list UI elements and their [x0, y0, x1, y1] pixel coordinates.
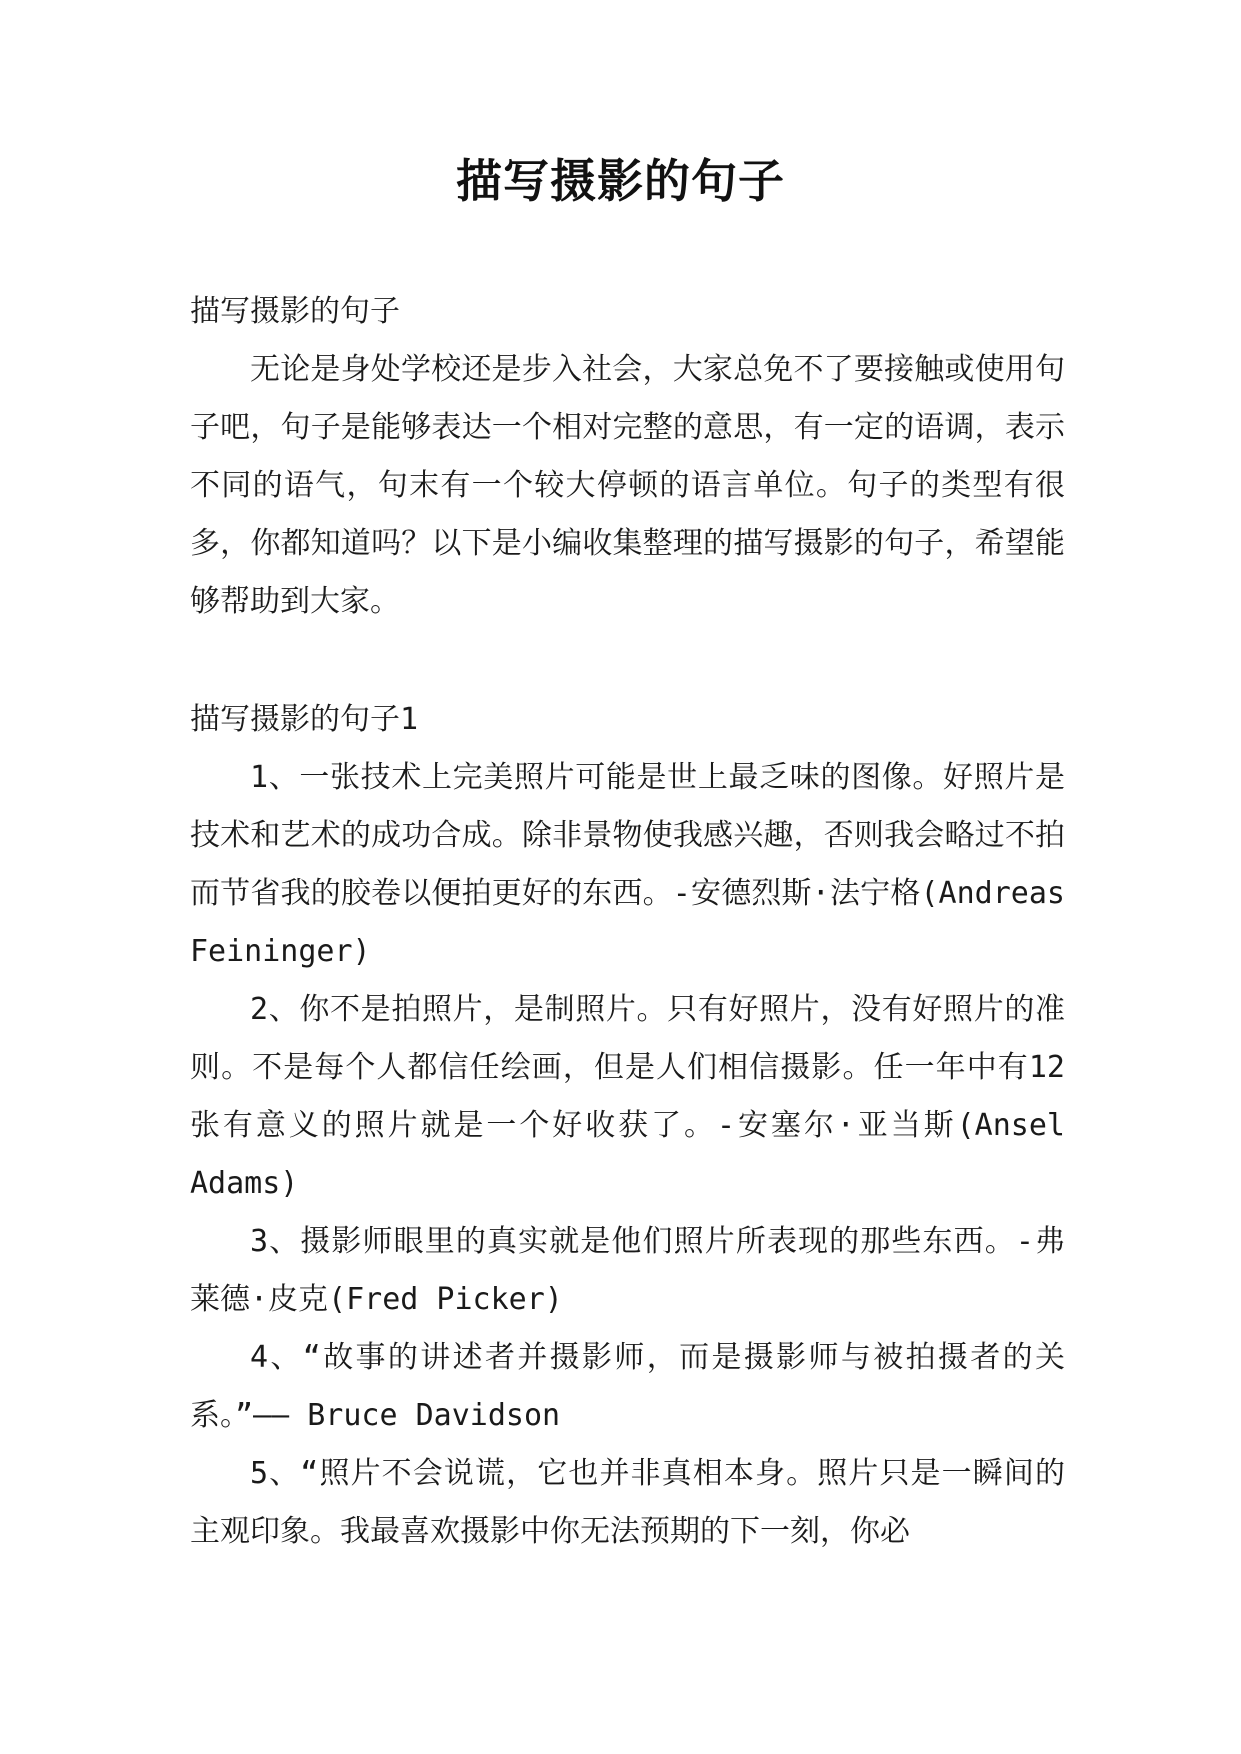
section-heading: 描写摄影的句子1 [190, 702, 419, 737]
quote-item-3: 3、摄影师眼里的真实就是他们照片所表现的那些东西。-弗莱德·皮克(Fred Picker) [190, 1224, 1065, 1317]
intro-paragraph: 无论是身处学校还是步入社会，大家总免不了要接触或使用句子吧，句子是能够表达一个相对完整的意思，有一定的语调，表示不同的语气，句末有一个较大停顿的语言单位。句子的类型有很多，你都知道吗？以下是小编收集整理的描写摄影的句子，希望能够帮助到大家。 [190, 352, 1065, 619]
document-title: 描写摄影的句子 [456, 154, 785, 208]
quote-item-4: 4、“故事的讲述者并摄影师，而是摄影师与被拍摄者的关系。”—— Bruce Davidson [190, 1340, 1065, 1433]
quote-item-1: 1、一张技术上完美照片可能是世上最乏味的图像。好照片是技术和艺术的成功合成。除非景物使我感兴趣，否则我会略过不拍而节省我的胶卷以便拍更好的东西。-安德烈斯·法宁格(Andreas Feininger) [190, 760, 1065, 969]
quote-item-5: 5、“照片不会说谎，它也并非真相本身。照片只是一瞬间的主观印象。我最喜欢摄影中你无法预期的下一刻，你必 [190, 1456, 1065, 1549]
intro-heading: 描写摄影的句子 [190, 294, 400, 329]
section-spacer [190, 631, 1065, 691]
quote-item-2: 2、你不是拍照片，是制照片。只有好照片，没有好照片的准则。不是每个人都信任绘画，但是人们相信摄影。任一年中有12张有意义的照片就是一个好收获了。-安塞尔·亚当斯(Ansel Adams) [190, 992, 1065, 1201]
document-body [190, 283, 1065, 1561]
